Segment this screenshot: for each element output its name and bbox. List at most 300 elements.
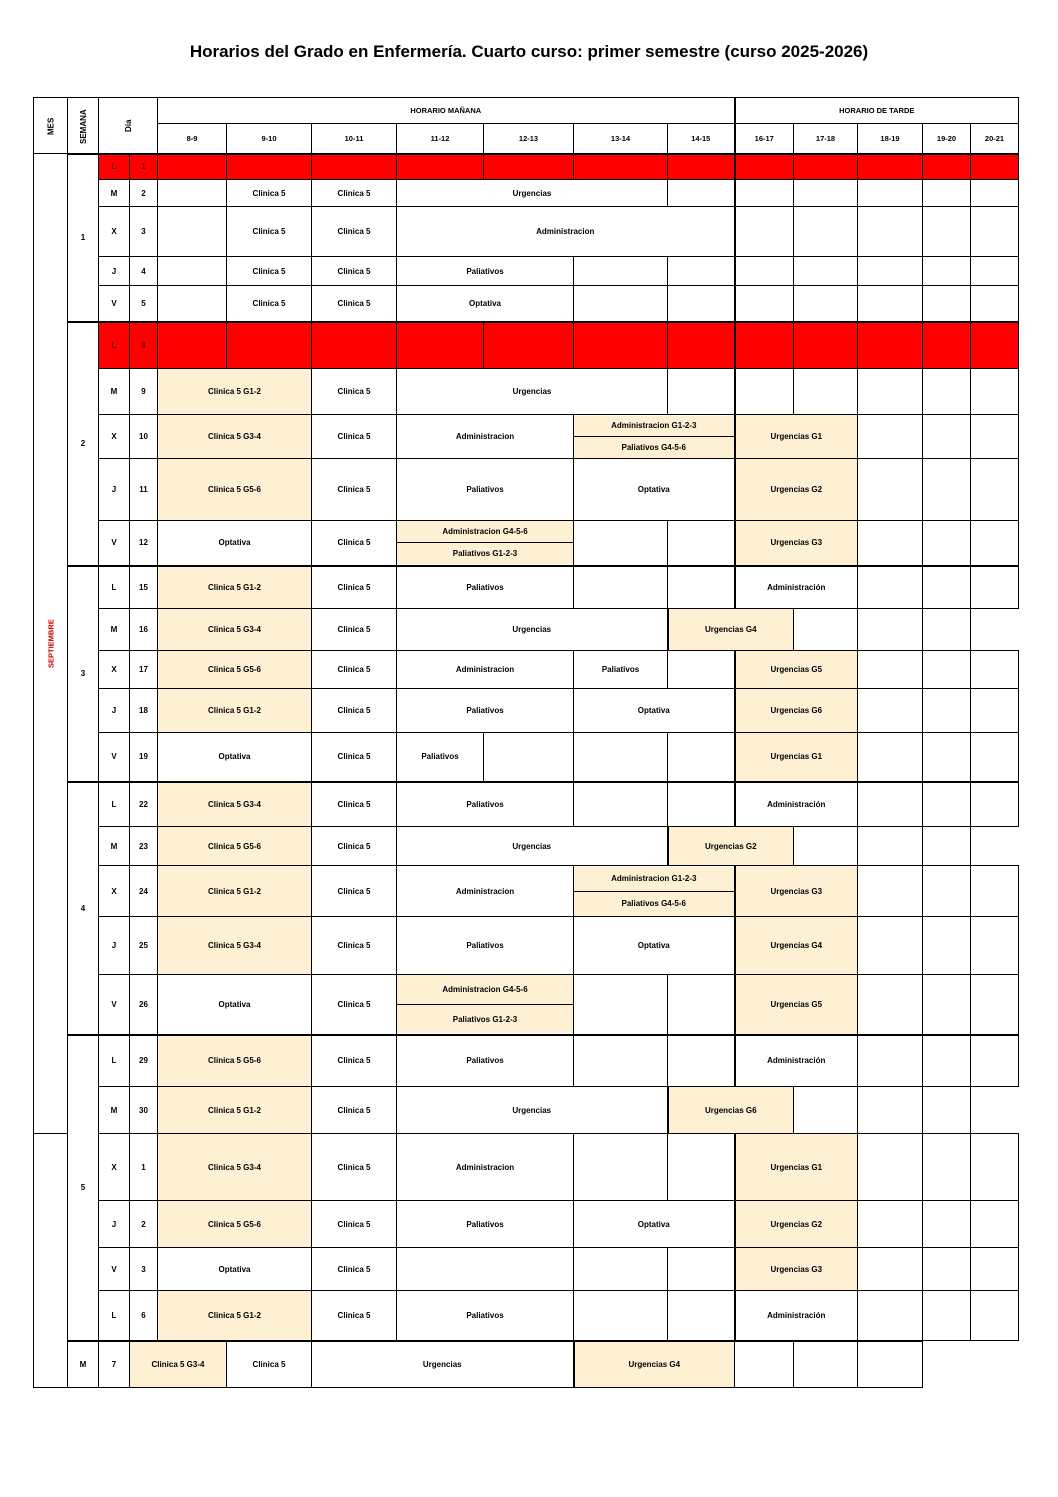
- time-slot-header: 17-18: [794, 124, 858, 154]
- holiday-cell: [574, 154, 668, 180]
- class-block: Optativa: [158, 975, 312, 1035]
- day-number: 22: [130, 782, 158, 827]
- day-number: 12: [130, 521, 158, 566]
- empty-slot: [574, 1035, 668, 1087]
- day-row: [34, 257, 1019, 286]
- day-row: [34, 651, 1019, 689]
- day-number: 23: [130, 827, 158, 866]
- class-block: Clinica 5: [312, 609, 397, 651]
- empty-slot: [858, 917, 923, 975]
- empty-slot: [923, 257, 971, 286]
- empty-slot: [794, 180, 858, 207]
- class-block: Optativa: [574, 689, 735, 733]
- day-number: 2: [130, 180, 158, 207]
- day-row: [34, 975, 1019, 1035]
- holiday-cell: [794, 154, 858, 180]
- weekday-letter: J: [99, 1201, 130, 1248]
- day-row: [34, 1341, 1019, 1388]
- class-block: Paliativos: [397, 782, 574, 827]
- empty-slot: [574, 782, 668, 827]
- empty-slot: [923, 566, 971, 609]
- class-block: Urgencias G3: [735, 866, 858, 917]
- day-number: 5: [130, 286, 158, 322]
- class-block: Urgencias: [397, 180, 668, 207]
- class-block: Clinica 5: [312, 415, 397, 459]
- empty-slot: [735, 207, 794, 257]
- holiday-cell: [397, 322, 484, 369]
- empty-slot: [923, 827, 971, 866]
- time-slot-header: 11-12: [397, 124, 484, 154]
- split-class-cell: [397, 521, 574, 566]
- class-block: Clinica 5 G1-2: [158, 566, 312, 609]
- empty-slot: [971, 1248, 1019, 1291]
- class-block: Optativa: [158, 733, 312, 782]
- empty-slot: [668, 975, 735, 1035]
- empty-slot: [923, 1291, 971, 1341]
- empty-slot: [574, 975, 668, 1035]
- empty-slot: [923, 689, 971, 733]
- class-block: Clinica 5: [312, 1087, 397, 1134]
- empty-slot: [858, 609, 923, 651]
- empty-slot: [971, 207, 1019, 257]
- holiday-cell: [312, 322, 397, 369]
- empty-slot: [794, 286, 858, 322]
- class-block: Clinica 5 G1-2: [158, 689, 312, 733]
- class-block: Administracion G1-2-3: [574, 416, 734, 438]
- holiday-cell: [668, 154, 735, 180]
- class-block: Clinica 5: [227, 207, 312, 257]
- holiday-cell: [971, 154, 1019, 180]
- time-slot-header: 14-15: [668, 124, 735, 154]
- class-block: Clinica 5: [312, 286, 397, 322]
- class-block: Optativa: [574, 1201, 735, 1248]
- class-block: Clinica 5: [312, 180, 397, 207]
- class-block: Clinica 5 G1-2: [158, 1087, 312, 1134]
- day-row: [34, 1248, 1019, 1291]
- empty-slot: [858, 733, 923, 782]
- split-class-cell: [397, 975, 574, 1035]
- time-slot-header: 8-9: [158, 124, 227, 154]
- empty-slot: [858, 286, 923, 322]
- empty-slot: [971, 369, 1019, 415]
- empty-slot: [858, 415, 923, 459]
- weekday-letter: M: [99, 180, 130, 207]
- class-block: Clinica 5 G3-4: [130, 1341, 227, 1388]
- holiday-cell: [735, 154, 794, 180]
- day-row: [34, 1087, 1019, 1134]
- empty-slot: [971, 689, 1019, 733]
- empty-slot: [858, 689, 923, 733]
- day-number: 3: [130, 207, 158, 257]
- day-row: [34, 1201, 1019, 1248]
- class-block: Paliativos: [397, 257, 574, 286]
- class-block: Clinica 5: [312, 917, 397, 975]
- weekday-letter: X: [99, 1134, 130, 1201]
- day-number: 19: [130, 733, 158, 782]
- class-block: Clinica 5: [312, 1291, 397, 1341]
- empty-slot: [923, 1201, 971, 1248]
- holiday-cell: [971, 322, 1019, 369]
- day-row: [34, 207, 1019, 257]
- class-block: Clinica 5: [312, 1035, 397, 1087]
- empty-slot: [923, 415, 971, 459]
- empty-slot: [858, 1087, 923, 1134]
- empty-slot: [971, 975, 1019, 1035]
- class-block: Urgencias: [397, 369, 668, 415]
- empty-slot: [971, 521, 1019, 566]
- empty-slot: [923, 1087, 971, 1134]
- weekday-letter: L: [99, 1291, 130, 1341]
- class-block: Clinica 5 G1-2: [158, 866, 312, 917]
- empty-slot: [858, 459, 923, 521]
- day-row: [34, 827, 1019, 866]
- empty-slot: [971, 415, 1019, 459]
- class-block: Urgencias G2: [735, 459, 858, 521]
- day-row: [34, 782, 1019, 827]
- holiday-cell: [735, 322, 794, 369]
- class-block: Urgencias G3: [735, 1248, 858, 1291]
- day-number: 17: [130, 651, 158, 689]
- weekday-letter: X: [99, 207, 130, 257]
- class-block: Clinica 5: [312, 1134, 397, 1201]
- class-block: Urgencias: [312, 1341, 574, 1388]
- empty-slot: [668, 733, 735, 782]
- class-block: Paliativos: [397, 917, 574, 975]
- day-number: 16: [130, 609, 158, 651]
- day-number: 18: [130, 689, 158, 733]
- class-block: Urgencias G2: [668, 827, 794, 866]
- day-row: [34, 689, 1019, 733]
- empty-slot: [923, 1035, 971, 1087]
- empty-slot: [971, 1134, 1019, 1201]
- holiday-cell: [312, 154, 397, 180]
- class-block: Clinica 5: [312, 782, 397, 827]
- time-slot-header: 19-20: [923, 124, 971, 154]
- weekday-letter: L: [99, 322, 130, 369]
- class-block: Clinica 5 G3-4: [158, 415, 312, 459]
- class-block: Paliativos: [574, 651, 668, 689]
- empty-slot: [971, 782, 1019, 827]
- day-number: 26: [130, 975, 158, 1035]
- empty-slot: [735, 257, 794, 286]
- day-row: [34, 154, 1019, 180]
- empty-slot: [668, 180, 735, 207]
- empty-slot: [858, 1201, 923, 1248]
- holiday-cell: [794, 322, 858, 369]
- day-number: 8: [130, 322, 158, 369]
- split-class-cell: [574, 866, 735, 917]
- weekday-letter: M: [68, 1341, 99, 1388]
- day-row: [34, 1291, 1019, 1341]
- class-block: Clinica 5: [312, 1201, 397, 1248]
- empty-slot: [923, 733, 971, 782]
- class-block: Urgencias G5: [735, 975, 858, 1035]
- class-block: Administracion: [397, 207, 735, 257]
- day-row: [34, 917, 1019, 975]
- empty-slot: [923, 609, 971, 651]
- class-block: Clinica 5: [312, 521, 397, 566]
- empty-slot: [668, 1291, 735, 1341]
- class-block: Clinica 5: [312, 689, 397, 733]
- class-block: Administracion G1-2-3: [574, 867, 734, 892]
- empty-slot: [668, 651, 735, 689]
- empty-slot: [794, 1341, 858, 1388]
- class-block: Urgencias: [397, 1087, 668, 1134]
- empty-slot: [574, 286, 668, 322]
- day-row: [34, 521, 1019, 566]
- empty-slot: [158, 207, 227, 257]
- holiday-cell: [484, 154, 574, 180]
- weekday-letter: V: [99, 286, 130, 322]
- day-row: [34, 322, 1019, 369]
- empty-slot: [971, 566, 1019, 609]
- empty-slot: [858, 207, 923, 257]
- class-block: Paliativos: [397, 1291, 574, 1341]
- semana-header: SEMANA: [68, 98, 99, 154]
- empty-slot: [858, 1291, 923, 1341]
- weekday-letter: L: [99, 566, 130, 609]
- empty-slot: [923, 975, 971, 1035]
- class-block: Administración: [735, 1291, 858, 1341]
- empty-slot: [923, 459, 971, 521]
- weekday-letter: J: [99, 459, 130, 521]
- class-block: Urgencias G2: [735, 1201, 858, 1248]
- empty-slot: [923, 207, 971, 257]
- class-block: Administracion G4-5-6: [397, 521, 573, 543]
- class-block: Clinica 5: [227, 1341, 312, 1388]
- weekday-letter: X: [99, 415, 130, 459]
- day-row: [34, 180, 1019, 207]
- empty-slot: [858, 866, 923, 917]
- weekday-letter: V: [99, 521, 130, 566]
- day-row: [34, 1035, 1019, 1087]
- empty-slot: [397, 1248, 574, 1291]
- class-block: Clinica 5 G5-6: [158, 827, 312, 866]
- weekday-letter: V: [99, 975, 130, 1035]
- weekday-letter: L: [99, 782, 130, 827]
- class-block: Paliativos G4-5-6: [574, 892, 734, 916]
- class-block: Administración: [735, 1035, 858, 1087]
- empty-slot: [794, 369, 858, 415]
- empty-slot: [158, 257, 227, 286]
- empty-slot: [574, 1134, 668, 1201]
- day-number: 9: [130, 369, 158, 415]
- class-block: Urgencias: [397, 609, 668, 651]
- empty-slot: [668, 257, 735, 286]
- empty-slot: [735, 180, 794, 207]
- split-class-cell: [574, 415, 735, 459]
- empty-slot: [858, 782, 923, 827]
- class-block: Urgencias G5: [735, 651, 858, 689]
- class-block: Urgencias G1: [735, 415, 858, 459]
- day-row: [34, 866, 1019, 917]
- class-block: Clinica 5 G5-6: [158, 651, 312, 689]
- time-slot-header: 10-11: [312, 124, 397, 154]
- empty-slot: [923, 917, 971, 975]
- class-block: Paliativos G1-2-3: [397, 1005, 573, 1034]
- class-block: Paliativos G4-5-6: [574, 437, 734, 458]
- empty-slot: [574, 1248, 668, 1291]
- holiday-cell: [227, 154, 312, 180]
- class-block: Paliativos: [397, 1035, 574, 1087]
- weekday-letter: M: [99, 369, 130, 415]
- day-number: 30: [130, 1087, 158, 1134]
- holiday-cell: [923, 322, 971, 369]
- class-block: Clinica 5 G5-6: [158, 1035, 312, 1087]
- dia-header: Día: [99, 98, 158, 154]
- weekday-letter: V: [99, 733, 130, 782]
- week-number: 2: [68, 322, 99, 566]
- class-block: Clinica 5 G3-4: [158, 917, 312, 975]
- class-block: Paliativos: [397, 459, 574, 521]
- empty-slot: [668, 286, 735, 322]
- class-block: Administración: [735, 566, 858, 609]
- class-block: Urgencias G4: [574, 1341, 735, 1388]
- class-block: Administracion: [397, 651, 574, 689]
- class-block: Clinica 5: [312, 257, 397, 286]
- empty-slot: [574, 733, 668, 782]
- class-block: Optativa: [158, 521, 312, 566]
- weekday-letter: X: [99, 651, 130, 689]
- empty-slot: [668, 1134, 735, 1201]
- empty-slot: [574, 1291, 668, 1341]
- class-block: Clinica 5: [227, 257, 312, 286]
- empty-slot: [971, 733, 1019, 782]
- holiday-cell: [858, 154, 923, 180]
- class-block: Paliativos G1-2-3: [397, 543, 573, 564]
- empty-slot: [484, 733, 574, 782]
- class-block: Clinica 5: [312, 733, 397, 782]
- class-block: Clinica 5 G1-2: [158, 369, 312, 415]
- empty-slot: [735, 1341, 794, 1388]
- class-block: Urgencias G6: [668, 1087, 794, 1134]
- empty-slot: [971, 257, 1019, 286]
- empty-slot: [923, 1248, 971, 1291]
- empty-slot: [923, 651, 971, 689]
- empty-slot: [574, 566, 668, 609]
- empty-slot: [668, 369, 735, 415]
- holiday-cell: [158, 322, 227, 369]
- class-block: Administración: [735, 782, 858, 827]
- day-number: 3: [130, 1248, 158, 1291]
- mes-header: MES: [34, 98, 68, 154]
- class-block: Clinica 5: [312, 866, 397, 917]
- weekday-letter: L: [99, 1035, 130, 1087]
- empty-slot: [923, 782, 971, 827]
- class-block: Optativa: [574, 459, 735, 521]
- page-cut: [0, 1398, 1058, 1497]
- class-block: Administracion G4-5-6: [397, 975, 573, 1005]
- empty-slot: [923, 866, 971, 917]
- class-block: Optativa: [574, 917, 735, 975]
- day-row: [34, 415, 1019, 459]
- day-number: 1: [130, 154, 158, 180]
- class-block: Urgencias G1: [735, 1134, 858, 1201]
- empty-slot: [858, 1341, 923, 1388]
- class-block: Urgencias G4: [668, 609, 794, 651]
- empty-slot: [858, 1248, 923, 1291]
- holiday-cell: [397, 154, 484, 180]
- day-number: 6: [130, 1291, 158, 1341]
- class-block: Clinica 5 G5-6: [158, 459, 312, 521]
- time-slot-header: 18-19: [858, 124, 923, 154]
- day-row: [34, 566, 1019, 609]
- holiday-cell: [227, 322, 312, 369]
- class-block: Clinica 5: [227, 180, 312, 207]
- class-block: Paliativos: [397, 1201, 574, 1248]
- empty-slot: [923, 521, 971, 566]
- class-block: Paliativos: [397, 689, 574, 733]
- empty-slot: [923, 286, 971, 322]
- weekday-letter: L: [99, 154, 130, 180]
- class-block: Clinica 5: [227, 286, 312, 322]
- month-label-next: [34, 1134, 68, 1388]
- empty-slot: [668, 521, 735, 566]
- day-row: [34, 733, 1019, 782]
- holiday-cell: [668, 322, 735, 369]
- class-block: Clinica 5 G5-6: [158, 1201, 312, 1248]
- week-number: 4: [68, 782, 99, 1035]
- class-block: Clinica 5: [312, 369, 397, 415]
- day-number: 7: [99, 1341, 130, 1388]
- day-row: [34, 369, 1019, 415]
- class-block: Clinica 5 G3-4: [158, 782, 312, 827]
- class-block: Clinica 5: [312, 975, 397, 1035]
- empty-slot: [858, 257, 923, 286]
- empty-slot: [971, 1201, 1019, 1248]
- weekday-letter: M: [99, 609, 130, 651]
- class-block: Clinica 5: [312, 1248, 397, 1291]
- class-block: Administracion: [397, 866, 574, 917]
- page-title: Horarios del Grado en Enfermería. Cuarto curso: primer semestre (curso 2025-2026): [189, 42, 869, 61]
- empty-slot: [971, 1291, 1019, 1341]
- schedule-table: [33, 97, 1019, 1388]
- day-number: 1: [130, 1134, 158, 1201]
- day-number: 4: [130, 257, 158, 286]
- time-slot-header: 13-14: [574, 124, 668, 154]
- day-number: 10: [130, 415, 158, 459]
- empty-slot: [858, 1134, 923, 1201]
- empty-slot: [971, 286, 1019, 322]
- day-number: 15: [130, 566, 158, 609]
- class-block: Optativa: [158, 1248, 312, 1291]
- empty-slot: [858, 975, 923, 1035]
- weekday-letter: J: [99, 689, 130, 733]
- empty-slot: [794, 257, 858, 286]
- day-row: [34, 609, 1019, 651]
- day-number: 24: [130, 866, 158, 917]
- afternoon-header: HORARIO DE TARDE: [735, 98, 1019, 124]
- class-block: Clinica 5 G3-4: [158, 1134, 312, 1201]
- empty-slot: [971, 180, 1019, 207]
- class-block: Urgencias G3: [735, 521, 858, 566]
- empty-slot: [971, 1035, 1019, 1087]
- empty-slot: [971, 917, 1019, 975]
- empty-slot: [668, 782, 735, 827]
- class-block: Urgencias G6: [735, 689, 858, 733]
- class-block: Optativa: [397, 286, 574, 322]
- weekday-letter: J: [99, 917, 130, 975]
- empty-slot: [971, 459, 1019, 521]
- empty-slot: [574, 257, 668, 286]
- morning-header: HORARIO MAÑANA: [158, 98, 735, 124]
- empty-slot: [668, 1035, 735, 1087]
- class-block: Clinica 5: [312, 651, 397, 689]
- class-block: Clinica 5: [312, 459, 397, 521]
- holiday-cell: [484, 322, 574, 369]
- empty-slot: [858, 1035, 923, 1087]
- empty-slot: [574, 521, 668, 566]
